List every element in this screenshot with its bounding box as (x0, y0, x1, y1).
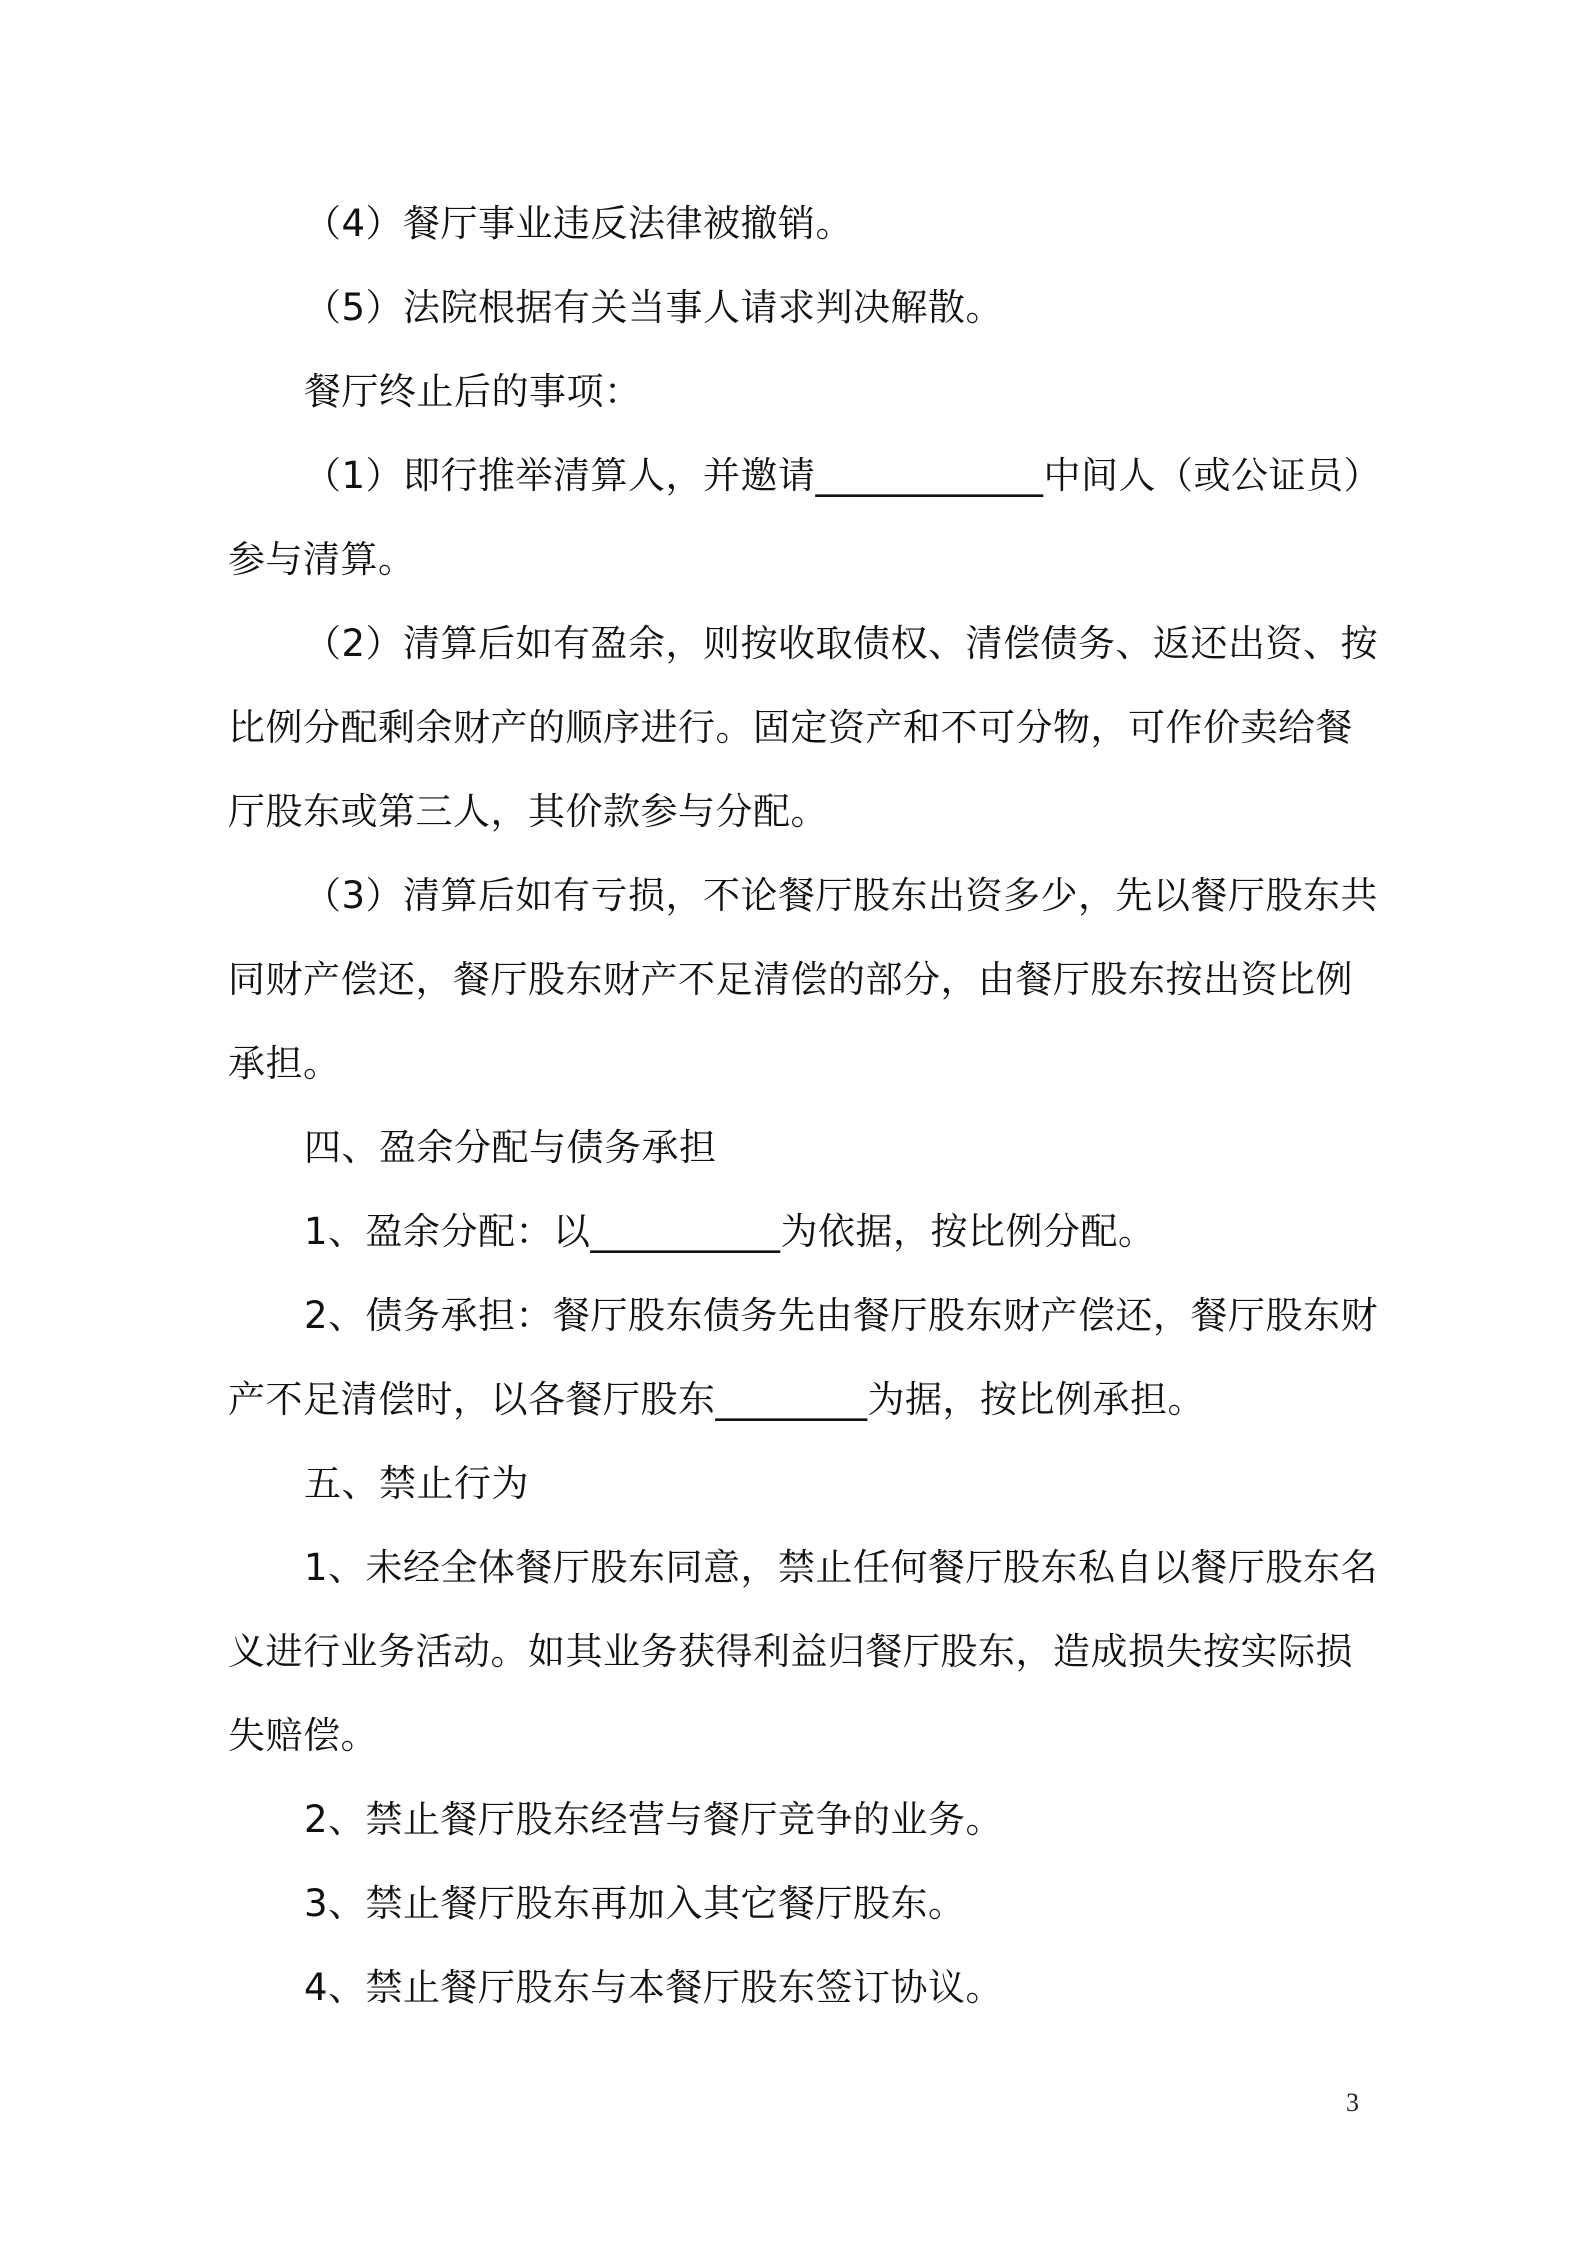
paragraph-prohibition-2 (228, 1778, 1378, 1862)
paragraph-prohibition-3 (228, 1862, 1378, 1946)
text-line: 2、禁止餐厅股东经营与餐厅竞争的业务。 (304, 1798, 1004, 1841)
text-line: （5）法院根据有关当事人请求判决解散。 (304, 286, 1004, 329)
text-line: 1、未经全体餐厅股东同意，禁止任何餐厅股东私自以餐厅股东名 (304, 1546, 1379, 1589)
paragraph-after-termination (228, 350, 1378, 434)
paragraph-dissolution-4 (228, 182, 1378, 266)
text-line: 参与清算。 (228, 538, 416, 581)
paragraph-prohibition-4 (228, 1946, 1378, 2030)
paragraph-liquidation-3 (228, 854, 1378, 1106)
section-heading-profit-and-debt (228, 1106, 1378, 1190)
text-line: （1）即行推举清算人，并邀请____________中间人（或公证员） (304, 454, 1382, 497)
paragraph-debt-bearing (228, 1274, 1378, 1442)
paragraph-prohibition-1 (228, 1526, 1378, 1778)
paragraph-profit-distribution (228, 1190, 1378, 1274)
text-line: （4）餐厅事业违反法律被撤销。 (304, 202, 854, 245)
text-line: 1、盈余分配：以__________为依据，按比例分配。 (304, 1210, 1156, 1253)
paragraph-dissolution-5 (228, 266, 1378, 350)
text-line: 五、禁止行为 (304, 1462, 529, 1505)
text-line: 产不足清偿时，以各餐厅股东________为据，按比例承担。 (228, 1378, 1205, 1421)
section-heading-prohibited-acts (228, 1442, 1378, 1526)
text-line: 同财产偿还，餐厅股东财产不足清偿的部分，由餐厅股东按出资比例 (228, 958, 1353, 1001)
text-line: 失赔偿。 (228, 1714, 378, 1757)
text-line: （2）清算后如有盈余，则按收取债权、清偿债务、返还出资、按 (304, 622, 1379, 665)
text-line: 比例分配剩余财产的顺序进行。固定资产和不可分物，可作价卖给餐 (228, 706, 1353, 749)
text-line: 厅股东或第三人，其价款参与分配。 (228, 790, 828, 833)
text-line: 4、禁止餐厅股东与本餐厅股东签订协议。 (304, 1966, 1004, 2009)
paragraph-liquidation-2 (228, 602, 1378, 854)
text-line: 3、禁止餐厅股东再加入其它餐厅股东。 (304, 1882, 966, 1925)
text-line: 餐厅终止后的事项： (304, 370, 642, 413)
text-line: 2、债务承担：餐厅股东债务先由餐厅股东财产偿还，餐厅股东财 (304, 1294, 1379, 1337)
text-line: 四、盈余分配与债务承担 (304, 1126, 717, 1169)
page-number: 3 (1346, 2088, 1359, 2117)
text-line: （3）清算后如有亏损，不论餐厅股东出资多少，先以餐厅股东共 (304, 874, 1379, 917)
text-line: 义进行业务活动。如其业务获得利益归餐厅股东，造成损失按实际损 (228, 1630, 1353, 1673)
paragraph-liquidation-1 (228, 434, 1382, 602)
text-line: 承担。 (228, 1042, 341, 1085)
